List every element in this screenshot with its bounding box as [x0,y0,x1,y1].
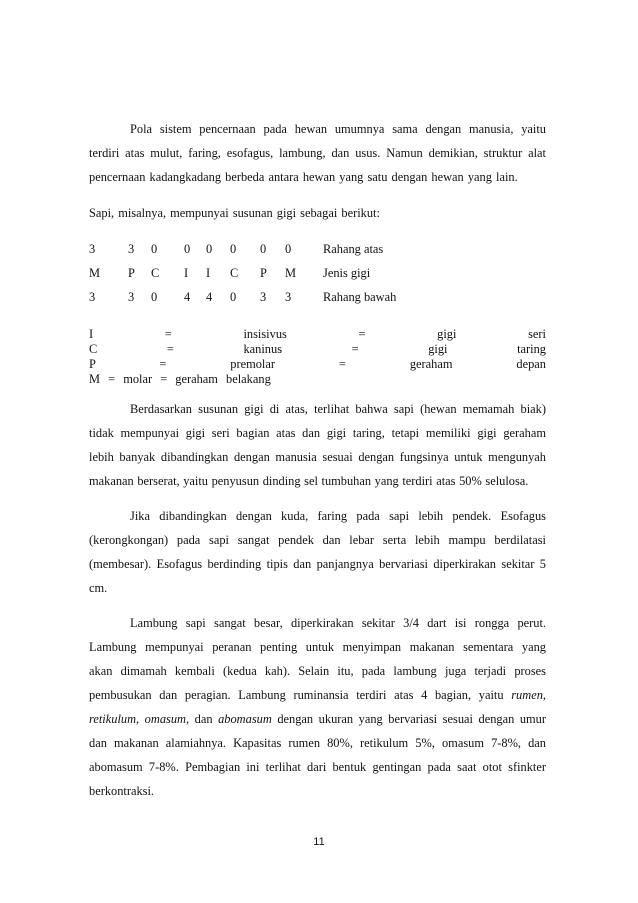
page-number: 11 [313,836,325,848]
formula-cell: C [230,266,239,280]
formula-cell: 3 [128,242,135,256]
formula-cell: 3 [89,290,96,304]
formula-cell: C [151,266,160,280]
paragraph-4-line-5-text: dan [189,712,219,726]
paragraph-1-line-1: Pola sistem pencernaan pada hewan umumnya sama dengan manusia, yaitu [130,122,546,136]
paragraph-2-line-4: makanan berserat, yaitu penyusun dinding sel tumbuhan yang terdiri atas 50% selulosa. [89,474,529,488]
legend-line-molar: M = molar = geraham belakang [89,372,271,386]
term-abomasum: abomasum [218,712,272,726]
paragraph-4-line-1: Lambung sapi sangat besar, diperkirakan sekitar 3/4 dart isi rongga perut. [130,616,546,630]
paragraph-2-line-3: lebih banyak dibandingkan dengan manusia sesuai dengan fungsinya untuk mengunyah [89,450,546,464]
formula-row-label: Jenis gigi [323,266,371,280]
formula-cell: 0 [184,242,191,256]
paragraph-4-line-8: berkontraksi. [89,784,155,798]
term-retikulum-omasum: retikulum, omasum, [89,712,190,726]
formula-cell: I [206,266,211,280]
formula-row-tooth-type [89,266,409,280]
formula-cell: I [184,266,189,280]
paragraph-4-line-2: Lambung mempunyai peranan penting untuk menyimpan makanan sementara yang [89,640,546,654]
paragraph-4-line-6: dan makanan alamiahnya. Kapasitas rumen 80%, retikulum 5%, omasum 7-8%, dan [89,736,546,750]
paragraph-4-line-4-text: pembusukan dan peragian. Lambung ruminansia terdiri atas 4 bagian, yaitu [89,688,512,702]
paragraph-4-line-5-rest: dengan ukuran yang bervariasi sesuai dengan umur [271,712,547,726]
formula-cell: 0 [285,242,292,256]
legend-line-premolar: P = premolar = geraham depan [89,357,546,371]
formula-cell: 3 [128,290,135,304]
dental-intro: Sapi, misalnya, mempunyai susunan gigi sebagai berikut: [89,206,380,220]
formula-cell: 4 [184,290,191,304]
term-rumen: rumen, [511,688,546,702]
formula-cell: 3 [260,290,267,304]
formula-row-lower-jaw [89,290,409,304]
formula-cell: 0 [206,242,213,256]
paragraph-4-line-3: akan dimamah kembali (kedua kah). Selain itu, pada lambung juga terjadi proses [89,664,546,678]
formula-cell: 4 [206,290,213,304]
paragraph-2-line-2: tidak mempunyai gigi seri bagian atas dan gigi taring, tetapi memiliki gigi geraham [89,426,546,440]
paragraph-2-line-1: Berdasarkan susunan gigi di atas, terlihat bahwa sapi (hewan memamah biak) [130,402,546,416]
formula-cell: 0 [230,290,237,304]
formula-row-upper-jaw [89,242,409,256]
paragraph-3-line-4: cm. [89,581,108,595]
paragraph-3-line-2: (kerongkongan) pada sapi sangat pendek dan lebar serta lebih mampu berdilatasi [89,533,546,547]
formula-cell: 0 [151,290,158,304]
formula-cell: P [128,266,135,280]
paragraph-4-line-4 [89,688,546,702]
formula-cell: M [285,266,297,280]
paragraph-1-line-3: pencernaan kadangkadang berbeda antara hewan yang satu dengan hewan yang lain. [89,170,518,184]
paragraph-3-line-1: Jika dibandingkan dengan kuda, faring pada sapi lebih pendek. Esofagus [130,509,546,523]
paragraph-4-line-5 [89,712,546,726]
formula-cell: M [89,266,101,280]
formula-cell: 0 [260,242,267,256]
formula-cell: 3 [89,242,96,256]
paragraph-1-line-2: terdiri atas mulut, faring, esofagus, lambung, dan usus. Namun demikian, struktur alat [89,146,546,160]
paragraph-4-line-7: abomasum 7-8%. Pembagian ini terlihat dari bentuk gentingan pada saat otot sfinkter [89,760,546,774]
formula-cell: 0 [230,242,237,256]
legend-line-incisor: I = insisivus = gigi seri [89,327,546,341]
formula-row-label: Rahang bawah [323,290,397,304]
formula-row-label: Rahang atas [323,242,384,256]
formula-cell: 3 [285,290,292,304]
legend-line-canine: C = kaninus = gigi taring [89,342,546,356]
formula-cell: P [260,266,267,280]
formula-cell: 0 [151,242,158,256]
paragraph-3-line-3: (membesar). Esofagus berdinding tipis dan panjangnya bervariasi diperkirakan sekitar 5 [89,557,546,571]
